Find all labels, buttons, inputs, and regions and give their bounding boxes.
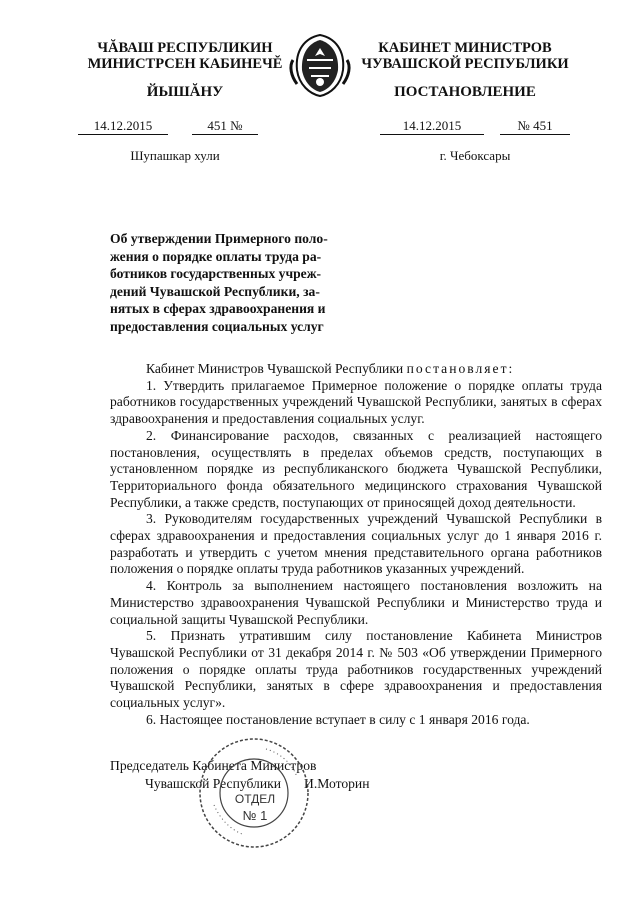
title-line: жения о порядке оплаты труда ра- [110, 248, 322, 264]
title-line: нятых в сферах здравоохранения и [110, 301, 326, 316]
header-left-doc-type: ЙЫШĂНУ [146, 84, 224, 100]
body-paragraph: 4. Контроль за выполнением настоящего постановления возложить на Министерство здравоохранения Чувашской Республики и Министерство труда и социальной защиты Чувашской Республики. [110, 578, 602, 627]
body-paragraph: 2. Финансирование расходов, связанных с реализацией настоящего постановления, осуществлять в пределах объемов средств, поступающих в установленном порядке из республиканского бюджета Чувашской Республики, Территориального фонда обязательного медицинского страхования Чувашской Республики, а также средств, поступающих от приносящей доход деятельности. [110, 427, 602, 510]
signature-name: И.Моторин [304, 776, 370, 791]
left-city: Шупашкар хули [130, 148, 220, 163]
stamp-number: № 1 [242, 808, 268, 823]
left-number-field [192, 118, 258, 134]
left-date-field [78, 118, 168, 134]
document-title [110, 230, 342, 335]
right-date: 14.12.2015 [380, 118, 484, 135]
title-line: ботников государственных учреж- [110, 266, 322, 281]
title-line: дений Чувашской Республики, за- [110, 283, 320, 299]
left-number: 451 № [192, 118, 258, 135]
signature-position-line1: Председатель Кабинета Министров [110, 758, 317, 773]
intro-prefix: Кабинет Министров Чувашской Республики [146, 361, 404, 376]
body-paragraph: 5. Признать утратившим силу постановление Кабинета Министров Чувашской Республики от 31 декабря 2014 г. № 503 «Об утверждении Примерного положения о порядке оплаты труда работников государственных учреждений Чувашской Республики, занятых в сфере здравоохранения и предоставления социальных услуг». [110, 628, 602, 711]
body-paragraph: 1. Утвердить прилагаемое Примерное положение о порядке оплаты труда работников государственных учреждений Чувашской Республики, занятых в сферах здравоохранения и предоставления социальных услуг. [110, 377, 602, 427]
document-body [110, 361, 602, 728]
left-date: 14.12.2015 [78, 118, 168, 135]
intro-verb: постановляет: [406, 361, 515, 376]
right-number: № 451 [500, 118, 570, 135]
header-right-doc-type: ПОСТАНОВЛЕНИЕ [394, 84, 536, 100]
header-left-line1: ЧĂВАШ РЕСПУБЛИКИН [97, 40, 273, 56]
header-right [340, 40, 590, 72]
header-left [60, 40, 310, 72]
header-left-line2: МИНИСТРСЕН КАБИНЕЧĔ [87, 56, 283, 72]
body-paragraph: 6. Настоящее постановление вступает в силу с 1 января 2016 года. [146, 711, 530, 727]
intro-paragraph [110, 361, 602, 378]
right-date-field [380, 118, 484, 134]
body-paragraph: 3. Руководителям государственных учреждений Чувашской Республики в сферах здравоохранения и предоставления социальных услуг до 1 января 2016 г. разработать и утвердить с учетом мнения представительного органа работников положения о порядке оплаты труда работников указанных учреждений. [110, 511, 602, 577]
header-right-line2: ЧУВАШСКОЙ РЕСПУБЛИКИ [361, 56, 569, 72]
title-line: Об утверждении Примерного поло- [110, 231, 328, 246]
signature-position-line2: Чувашской Республики [145, 776, 281, 791]
stamp-text-inner: ОТДЕЛ [234, 792, 276, 806]
header-right-line1: КАБИНЕТ МИНИСТРОВ [378, 40, 552, 56]
title-line: предоставления социальных услуг [110, 318, 324, 334]
right-city: г. Чебоксары [439, 148, 511, 163]
right-number-field [500, 118, 570, 134]
